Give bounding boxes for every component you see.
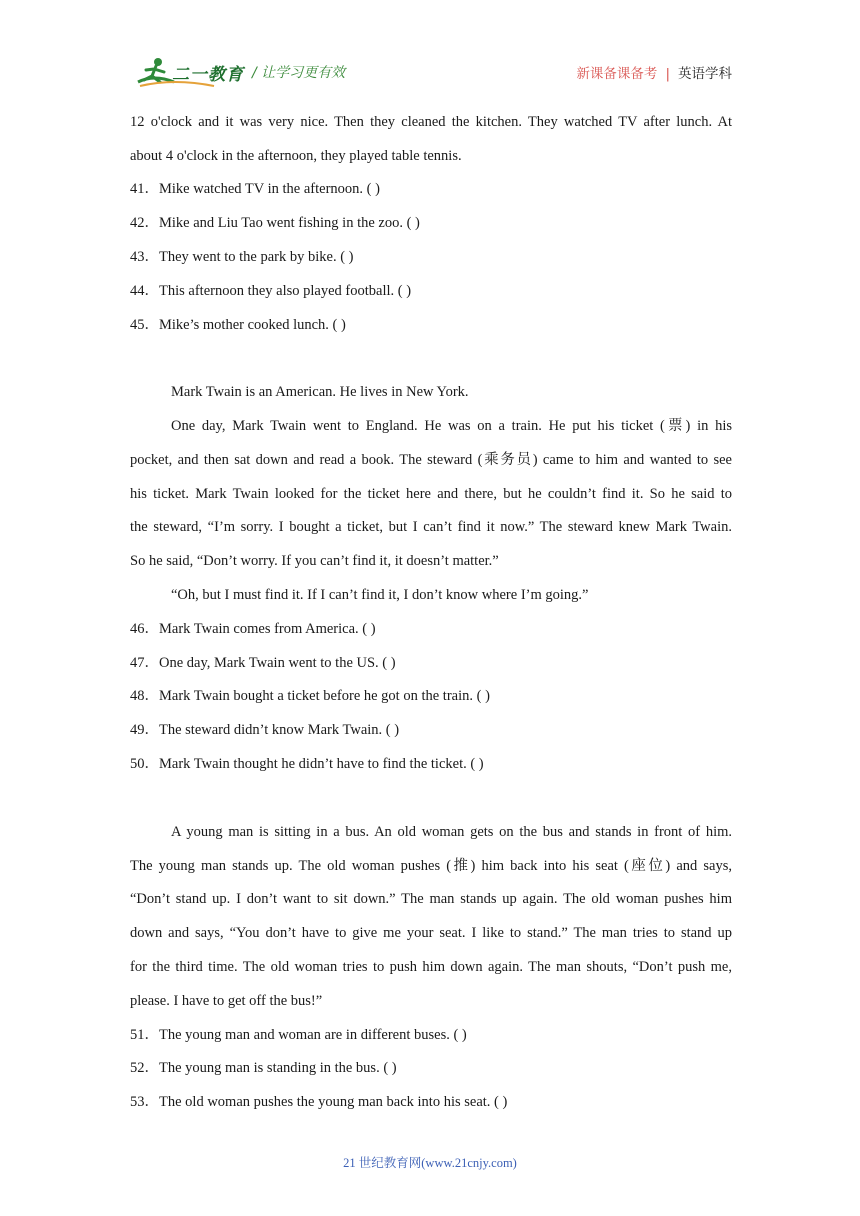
question-47: 47．One day, Mark Twain went to the US. ( )	[130, 655, 396, 671]
question-43: 43．They went to the park by bike. ( )	[130, 249, 354, 265]
question-53: 53．The old woman pushes the young man back into his seat. ( )	[130, 1094, 508, 1110]
passage-line: So he said, “Don’t worry. If you can’t find it, it doesn’t matter.”	[130, 553, 499, 569]
passage-paragraph: “Oh, but I must find it. If I can’t find it, I don’t know where I’m going.”	[171, 587, 589, 603]
passage-line: One day, Mark Twain went to England. He was on a train. He put his ticket (票) in his	[171, 418, 732, 434]
passage-line: the steward, “I’m sorry. I bought a ticket, but I can’t find it now.” The steward knew Mark Twain.	[130, 519, 732, 535]
passage-line: down and says, “You don’t have to give me your seat. I like to stand.” The man tries to stand up	[130, 925, 732, 941]
passage-line: for the third time. The old woman tries to push him down again. The man shouts, “Don’t push me,	[130, 959, 732, 975]
question-46: 46．Mark Twain comes from America. ( )	[130, 621, 376, 637]
header-subject	[576, 62, 732, 82]
question-41: 41．Mike watched TV in the afternoon. ( )	[130, 181, 380, 197]
passage-line: 12 o'clock and it was very nice. Then they cleaned the kitchen. They watched TV after lunch. At	[130, 114, 732, 130]
question-52: 52．The young man is standing in the bus. ( )	[130, 1060, 397, 1076]
question-42: 42．Mike and Liu Tao went fishing in the zoo. ( )	[130, 215, 420, 231]
passage-line: A young man is sitting in a bus. An old woman gets on the bus and stands in front of him.	[171, 824, 732, 840]
question-51: 51．The young man and woman are in different buses. ( )	[130, 1027, 467, 1043]
question-45: 45．Mike’s mother cooked lunch. ( )	[130, 317, 346, 333]
header-separator: |	[665, 66, 670, 82]
page-header	[0, 0, 860, 95]
header-slogan: / 让学习更有效	[252, 65, 346, 81]
passage-paragraph: Mark Twain is an American. He lives in New York.	[171, 384, 469, 400]
question-50: 50．Mark Twain thought he didn’t have to find the ticket. ( )	[130, 756, 484, 772]
question-44: 44．This afternoon they also played football. ( )	[130, 283, 412, 299]
passage-line: about 4 o'clock in the afternoon, they played table tennis.	[130, 148, 462, 164]
passage-line: “Don’t stand up. I don’t want to sit down.” The man stands up again. The old woman pushes him	[130, 891, 732, 907]
passage-line: his ticket. Mark Twain looked for the ticket here and there, but he couldn’t find it. So he said to	[130, 486, 732, 502]
passage-line: pocket, and then sat down and read a book. The steward (乘务员) came to him and wanted to see	[130, 452, 732, 468]
passage-line: please. I have to get off the bus!”	[130, 993, 323, 1009]
passage-line: The young man stands up. The old woman pushes (推) him back into his seat (座位) and says,	[130, 858, 732, 874]
header-category: 新课备课备考	[576, 66, 658, 82]
question-49: 49．The steward didn’t know Mark Twain. ( )	[130, 722, 400, 738]
question-48: 48．Mark Twain bought a ticket before he got on the train. ( )	[130, 688, 490, 704]
header-subject-label: 英语学科	[678, 66, 732, 82]
page-footer[interactable]: 21 世纪教育网(www.21cnjy.com)	[343, 1156, 517, 1170]
logo-text: 二一教育	[172, 65, 244, 85]
